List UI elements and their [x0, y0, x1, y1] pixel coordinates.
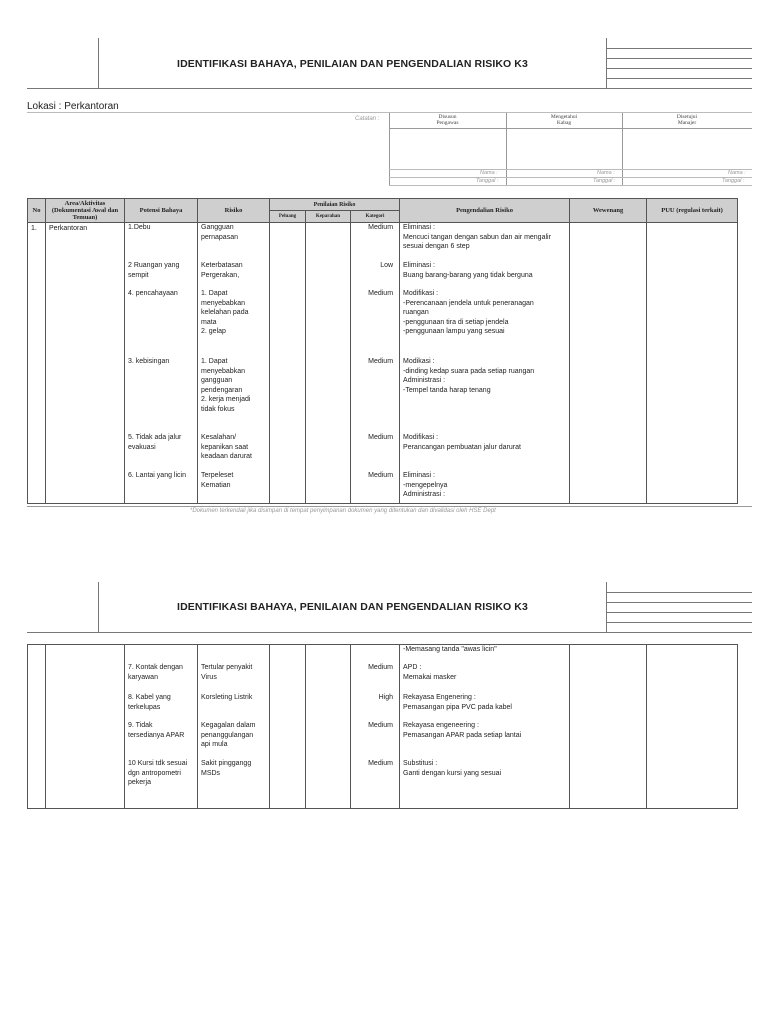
kategori-text: Medium [368, 290, 394, 297]
footnote: *Dokumen terkendali jika disimpan di tempat penyimpanan dokumen yang ditentukan dan divalidasi oleh HSE Dept [190, 508, 496, 514]
row-no [28, 645, 46, 809]
pengendalian-cell [400, 223, 570, 504]
kategori-text: Medium [368, 664, 393, 671]
keparahan-cell [306, 645, 351, 809]
wewenang-cell [570, 223, 647, 504]
potensi-text: 7. Kontak dengan karyawan [128, 664, 183, 681]
tanggal-label: Tanggal : [722, 178, 745, 184]
risiko-text: Kegagalan dalam penanggulangan api mula [201, 722, 256, 748]
doc-info-line [606, 58, 752, 59]
pengendalian-text: Eliminasi : -mengepelnya Administrasi : [403, 472, 448, 498]
tanggal-label: Tanggal : [593, 178, 616, 184]
nama-label: Nama : [597, 170, 615, 176]
col-keparahan: Keparahan [306, 211, 351, 223]
col-kategori: Kategori [351, 211, 400, 223]
potensi-text: 8. Kabel yang terkelupas [128, 694, 171, 711]
approval-disusun: Disusun Pengawas [436, 114, 459, 126]
potensi-text: 5. Tidak ada jalur evakuasi [128, 434, 182, 451]
row-area [46, 645, 125, 809]
peluang-cell [270, 223, 306, 504]
pengendalian-text: Rekayasa engeneering : Pemasangan APAR pada setiap lantai [403, 722, 522, 739]
catatan-label: Catatan : [355, 116, 380, 122]
risk-table [27, 198, 738, 504]
carryover-text: -Memasang tanda "awas licin" [403, 646, 497, 653]
potensi-text: 10 Kursi tdk sesuai dgn antropometri pekerja [128, 760, 188, 786]
kategori-text: Medium [368, 760, 393, 767]
kategori-text: High [378, 694, 393, 701]
risiko-text: 1. Dapat menyebabkan gangguan pendengaran 2. kerja menjadi tidak fokus [201, 358, 251, 413]
potensi-cell [125, 223, 198, 504]
col-area: Area/Aktivitas (Dokumentasi Awal dan Temuan) [46, 199, 125, 223]
nama-label: Nama : [728, 170, 746, 176]
kategori-cell [351, 645, 400, 809]
pengendalian-text: Modifikasi : Perancangan pembuatan jalur darurat [403, 434, 521, 451]
risiko-text: Keterbatasan Pergerakan, [201, 262, 243, 279]
risiko-text: Terpeleset Kematian [201, 472, 234, 489]
risiko-text: Tertular penyakit Virus [201, 664, 253, 681]
pengendalian-text: APD : Memakai masker [403, 664, 457, 681]
col-pengendalian: Pengendalian Risiko [400, 199, 570, 223]
risiko-text: 1. Dapat menyebabkan kelelahan pada mata 2. gelap [201, 290, 249, 335]
risiko-text: Kesalahan/ kepanikan saat keadaan darurat [201, 434, 252, 460]
pengendalian-text: Modifikasi : -Perencanaan jendela untuk peneranagan ruangan -penggunaan tira di setiap jendela -penggunaan lampu yang sesuai [403, 290, 534, 335]
col-potensi: Potensi Bahaya [125, 199, 198, 223]
puu-cell [647, 223, 738, 504]
peluang-cell [270, 645, 306, 809]
potensi-text: 4. pencahayaan [128, 290, 178, 297]
col-peluang: Peluang [270, 211, 306, 223]
header-bottom-rule [27, 88, 752, 89]
page-title: IDENTIFIKASI BAHAYA, PENILAIAN DAN PENGENDALIAN RISIKO K3 [177, 58, 528, 70]
row-no: 1. [28, 223, 46, 504]
pengendalian-text: Rekayasa Engenering : Pemasangan pipa PVC pada kabel [403, 694, 512, 711]
doc-info-line [606, 78, 752, 79]
potensi-text: 9. Tidak tersedianya APAR [128, 722, 185, 739]
approval-mengetahui: Mengetahui Kabag [550, 114, 578, 126]
approval-disetujui: Disetujui Manajer [676, 114, 698, 126]
table-row [28, 223, 738, 504]
risiko-text: Gangguan pernapasan [201, 224, 238, 241]
potensi-text: 6. Lantai yang licin [128, 472, 186, 479]
col-wewenang: Wewenang [570, 199, 647, 223]
kategori-text: Medium [368, 434, 394, 441]
page-title: IDENTIFIKASI BAHAYA, PENILAIAN DAN PENGENDALIAN RISIKO K3 [177, 601, 528, 613]
potensi-text: 2 Ruangan yang sempit [128, 262, 180, 279]
pengendalian-text: Substitusi : Ganti dengan kursi yang sesuai [403, 760, 502, 777]
risk-table-continued [27, 644, 738, 809]
potensi-cell [125, 645, 198, 809]
kategori-text: Medium [368, 224, 394, 231]
pengendalian-text: Modikasi : -dinding kedap suara pada setiap ruangan Administrasi : -Tempel tanda harap tenang [403, 358, 535, 394]
tanggal-label: Tanggal : [476, 178, 499, 184]
kategori-text: Low [380, 262, 394, 269]
kategori-text: Medium [368, 358, 394, 365]
col-puu: PUU (regulasi terkait) [647, 199, 738, 223]
kategori-text: Medium [368, 472, 394, 479]
risiko-text: Korsleting Listrik [201, 694, 253, 701]
doc-info-line [606, 68, 752, 69]
header-divider-right [606, 38, 607, 88]
wewenang-cell [570, 645, 647, 809]
location-label: Lokasi : Perkantoran [27, 101, 119, 112]
col-risiko: Risiko [198, 199, 270, 223]
header-divider-left [98, 38, 99, 88]
puu-cell [647, 645, 738, 809]
pengendalian-cell [400, 645, 570, 809]
risiko-text: Sakit pinggangg MSDs [201, 760, 252, 777]
col-penilaian: Penilaian Risiko [270, 199, 400, 211]
doc-info-line [606, 48, 752, 49]
kategori-text: Medium [368, 722, 393, 729]
pengendalian-text: Eliminasi : Mencuci tangan dengan sabun dan air mengalir sesuai dengan 6 step [403, 224, 551, 250]
nama-label: Nama : [480, 170, 498, 176]
row-area: Perkantoran [46, 223, 125, 504]
table-row [28, 645, 738, 809]
keparahan-cell [306, 223, 351, 504]
potensi-text: 3. kebisingan [128, 358, 170, 365]
col-no: No [28, 199, 46, 223]
risiko-cell [198, 223, 270, 504]
potensi-text: 1.Debu [128, 224, 151, 231]
risiko-cell [198, 645, 270, 809]
pengendalian-text: Eliminasi : Buang barang-barang yang tidak berguna [403, 262, 533, 279]
page1-bottom-rule [27, 506, 752, 507]
kategori-cell [351, 223, 400, 504]
